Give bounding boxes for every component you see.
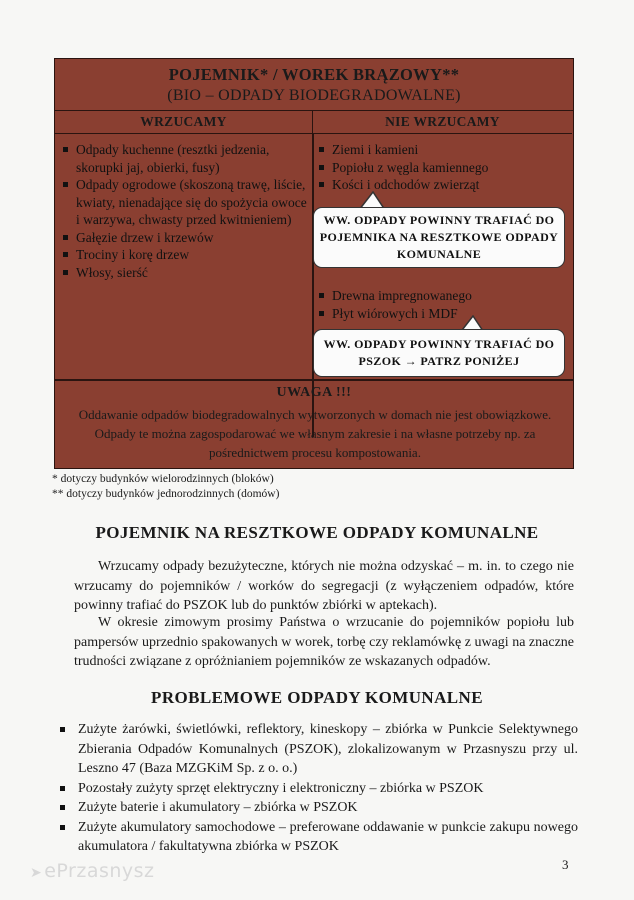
dont-list-secondary — [317, 287, 567, 322]
footnote-blocks: * dotyczy budynków wielorodzinnych (bloków) — [52, 473, 274, 485]
list-item: Trociny i korę drzew — [61, 246, 311, 264]
box-subtitle: (BIO – ODPADY BIODEGRADOWALNE) — [167, 87, 461, 104]
do-column-header: WRZUCAMY — [55, 111, 313, 134]
list-item: Zużyte żarówki, świetlówki, reflektory, kineskopy – zbiórka w Punkcie Selektywnego Zbierania Odpadów Komunalnych (PSZOK), zlokalizowanym w Przasnyszu przy ul. Leszno 47 (Baza MZGKiM Sp. z o. o.) — [58, 720, 578, 779]
residual-paragraph-1: Wrzucamy odpady bezużyteczne, których nie można odzyskać – m. in. to czego nie wrzucamy do pojemników / worków do segregacji (z wyłączeniem odpadów, które powinny trafiać do PSZOK lub do punktów zbiórki w aptekach). — [74, 559, 574, 613]
problem-waste-list — [58, 720, 578, 857]
paper-plane-icon: ➤ — [30, 865, 43, 881]
list-item: Kości i odchodów zwierząt — [317, 176, 567, 194]
box-title: POJEMNIK* / WOREK BRĄZOWY** — [168, 65, 460, 84]
uwaga-text: Oddawanie odpadów biodegradowalnych wytworzonych w domach nie jest obowiązkowe. Odpady te można zagospodarować we własnym zakresie i na własne potrzeby np. za pośrednictwem procesu kompostowania. — [78, 407, 552, 460]
uwaga-title: UWAGA !!! — [276, 385, 352, 400]
page-number: 3 — [562, 857, 569, 872]
section-heading-problem: PROBLEMOWE ODPADY KOMUNALNE — [151, 688, 483, 707]
list-item: Ziemi i kamieni — [317, 141, 567, 159]
list-item: Zużyte baterie i akumulatory – zbiórka w PSZOK — [58, 798, 578, 818]
list-item: Pozostały zużyty sprzęt elektryczny i elektroniczny – zbiórka w PSZOK — [58, 779, 578, 799]
dont-column-header: NIE WRZUCAMY — [313, 111, 572, 134]
list-item: Płyt wiórowych i MDF — [317, 305, 567, 323]
list-item: Gałęzie drzew i krzewów — [61, 229, 311, 247]
list-item: Włosy, sierść — [61, 264, 311, 282]
list-item: Odpady kuchenne (resztki jedzenia, skorupki jaj, obierki, fusy) — [61, 141, 311, 176]
callout-residual: WW. ODPADY POWINNY TRAFIAĆ DO POJEMNIKA NA RESZTKOWE ODPADY KOMUNALNE — [313, 207, 565, 268]
residual-paragraph-2: W okresie zimowym prosimy Państwa o wrzucanie do pojemników popiołu lub pampersów uprzednio spakowanych w worek, torbę czy reklamówkę z uwagi na znaczne trudności związane z opróżnianiem pojemników ze wskazanych odpadów. — [74, 615, 574, 669]
bio-container-box — [54, 58, 574, 469]
list-item: Popiołu z węgla kamiennego — [317, 159, 567, 177]
list-item: Drewna impregnowanego — [317, 287, 567, 305]
uwaga-divider — [55, 379, 573, 381]
do-list — [61, 141, 311, 281]
callout-pszok: WW. ODPADY POWINNY TRAFIAĆ DO PSZOK → PATRZ PONIŻEJ — [313, 329, 565, 377]
watermark-text: ePrzasnysz — [44, 860, 155, 882]
section-heading-residual: POJEMNIK NA RESZTKOWE ODPADY KOMUNALNE — [95, 523, 539, 542]
watermark-logo — [30, 860, 155, 882]
box-header — [55, 59, 573, 111]
dont-list — [317, 141, 567, 194]
list-item: Odpady ogrodowe (skoszoną trawę, liście, kwiaty, nienadające się do spożycia owoce i warzywa, chwasty przed kwitnieniem) — [61, 176, 311, 229]
footnote-houses: ** dotyczy budynków jednorodzinnych (domów) — [52, 488, 280, 500]
list-item: Zużyte akumulatory samochodowe – preferowane oddawanie w punkcie zakupu nowego akumulatora / fakultatywna zbiórka w PSZOK — [58, 818, 578, 857]
